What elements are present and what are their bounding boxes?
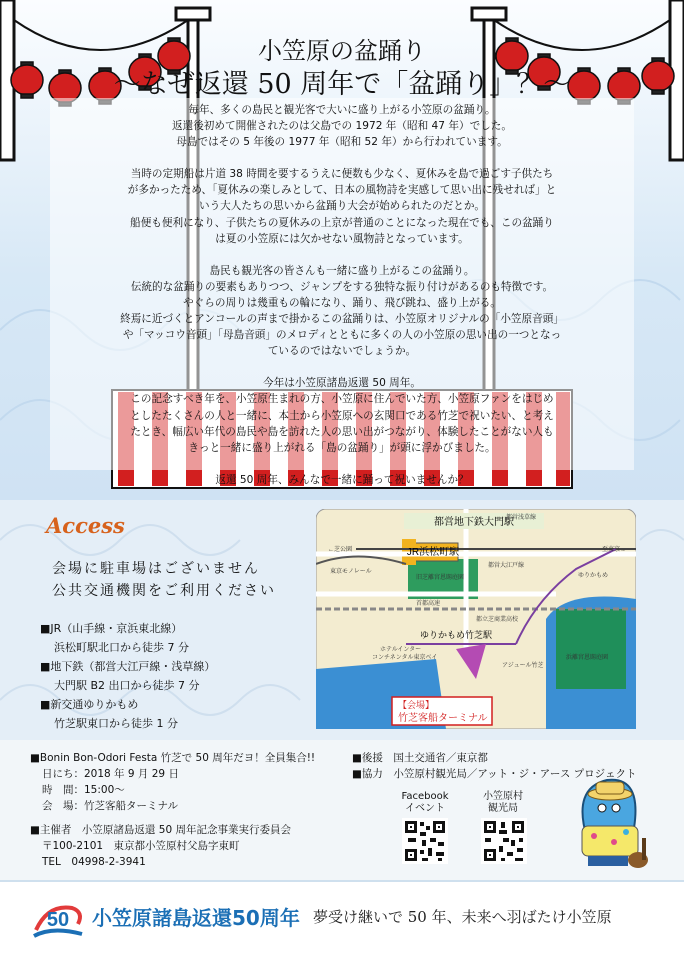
qr2-label-line: 小笠原村 — [483, 791, 523, 802]
body-line: 返還後初めて開催されたのは父島での 1972 年（昭和 47 年）でした。 — [172, 120, 512, 133]
body-line: やぐらの周りは幾重もの輪になり、踊り、飛び跳ね、盛り上がる。 — [183, 296, 501, 309]
title-line1: 小笠原の盆踊り — [258, 37, 426, 65]
route-list — [40, 619, 215, 733]
route-line: ■地下鉄（都営大江戸線・浅草線） — [40, 660, 216, 673]
logo-number: 50 — [46, 909, 70, 931]
support-line: ■後援 国土交通省／東京都 — [352, 752, 488, 764]
organizer-tel: TEL 04998-2-3941 — [42, 856, 146, 868]
body-line: 今年は小笠原諸島返還 50 周年。 — [263, 377, 421, 390]
body-line: 伝統的な盆踊りの要素もありつつ、ジャンプをする独特な振り付けがあるのも特徴です。 — [130, 280, 554, 293]
anniversary-logo-icon — [28, 890, 88, 950]
hamarikyu-garden — [556, 609, 626, 689]
map-small-label: 都立芝商業高校 — [476, 617, 519, 623]
notice-line: 会場に駐車場はございません — [52, 561, 260, 577]
organizer: ■主催者 小笠原諸島返還 50 周年記念事業実行委員会 — [30, 824, 291, 836]
parking-notice — [52, 558, 276, 602]
body-line: たとき、幅広い年代の島民や島を訪れた人の思い出がつながり、体験したことがない人も — [130, 425, 554, 438]
map-small-label: 旧芝離宮恩賜庭園 — [416, 575, 465, 581]
map-small-label: 浜離宮恩賜庭園 — [566, 655, 609, 661]
event-place: 会 場：竹芝客船ターミナル — [42, 800, 178, 812]
body-line: が多かったため、「夏休みの楽しみとして、日本の風物詩を実感して思い出に残せれば」と — [127, 184, 557, 197]
body-line: や「マッコウ音頭」「母島音頭」のメロディとともに多くの人の小笠原の思い出の一つとなっ — [122, 329, 562, 342]
event-info — [30, 750, 315, 870]
access-map — [316, 509, 636, 729]
event-date: 日にち：2018 年 9 月 29 日 — [42, 768, 179, 780]
route-detail: 浜松町駅北口から徒歩 7 分 — [54, 641, 189, 654]
access-title: Access — [46, 513, 125, 538]
qr2-label-line: 観光局 — [488, 803, 518, 814]
body-line: いう大人たちの思いから盆踊り大会が始められたのだとか。 — [198, 200, 486, 213]
footer-slogan: 夢受け継いで 50 年、未来へ羽ばたけ小笠原 — [313, 908, 612, 926]
route-detail: 竹芝駅東口から徒歩 1 分 — [54, 717, 178, 730]
map-small-label: ←芝公園 — [328, 547, 353, 553]
map-small-label: ゆりかもめ — [578, 573, 609, 579]
body-line: 母島ではその 5 年後の 1977 年（昭和 52 年）から行われています。 — [176, 136, 508, 149]
route-line: ■新交通ゆりかもめ — [40, 698, 139, 711]
venue-tag: 【会場】 — [398, 700, 435, 710]
map-small-label: コンチネンタル東京ベイ — [372, 655, 438, 661]
body-line: 返還 50 周年、みんなで一緒に踊って祝いませんか？ — [215, 473, 469, 486]
map-small-label: 至東京→ — [602, 547, 627, 553]
body-line: としたたくさんの人と一緒に、本土から小笠原への玄関口である竹芝で祝いたい、と考え — [130, 409, 554, 422]
qr1-label — [390, 791, 460, 815]
organizer-address: 〒100-2101 東京都小笠原村父島字東町 — [42, 840, 240, 852]
map-small-label: 都営浅草線 — [506, 515, 537, 521]
map-small-label: ホテルインター — [380, 647, 422, 653]
notice-line: 公共交通機関をご利用ください — [52, 583, 276, 599]
map-small-label: 東京モノレール — [330, 569, 372, 575]
event-time: 時 間：15:00～ — [42, 784, 125, 796]
body-text — [60, 102, 624, 488]
route-line: ■JR（山手線・京浜東北線） — [40, 622, 183, 635]
qr1-label-line: Facebook — [401, 791, 449, 802]
map-takeshiba-label: ゆりかもめ竹芝駅 — [419, 630, 493, 640]
map-small-label: アジュール竹芝 — [502, 663, 544, 669]
footer-anniversary-name: 小笠原諸島返還50周年 — [92, 906, 300, 930]
qr-code-tourism[interactable] — [481, 818, 527, 864]
map-jr-label: JR浜松町駅 — [406, 547, 460, 558]
body-line: 毎年、多くの島民と観光客で大いに盛り上がる小笠原の盆踊り。 — [188, 104, 496, 116]
qr1-label-line: イベント — [405, 803, 445, 814]
map-small-label: 首都高速 — [416, 601, 441, 607]
body-line: 船便も便利になり、子供たちの夏休みの上京が普通のことになった現在でも、この盆踊り — [130, 216, 554, 229]
qr2-label — [468, 791, 538, 815]
dolphin-mascot-icon — [552, 768, 662, 878]
body-line: きっと一緒に盛り上がれる「島の盆踊り」が頭に浮かびました。 — [188, 441, 496, 454]
venue-name: 竹芝客船ターミナル — [398, 713, 488, 724]
body-line: 当時の定期船は片道 38 時間を要するうえに便数も少なく、夏休みを島で過ごす子供たち — [130, 168, 554, 181]
cooperation-line: ■協力 小笠原村観光局／アット・ジ・アース プロジェクト — [352, 768, 637, 780]
route-detail: 大門駅 B2 出口から徒歩 7 分 — [54, 679, 200, 692]
map-daimon-label: 都営地下鉄大門駅 — [434, 517, 514, 528]
qr-code-facebook[interactable] — [402, 818, 448, 864]
event-name: ■Bonin Bon-Odori Festa 竹芝で 50 周年だヨ！全員集合!! — [30, 752, 316, 764]
body-line: は夏の小笠原には欠かせない風物詩となっています。 — [215, 232, 469, 245]
body-line: 島民も観光客の皆さんも一緒に盛り上がるこの盆踊り。 — [209, 264, 475, 277]
body-line: 終焉に近づくとアンコールの声まで掛かるこの盆踊りは、小笠原オリジナルの「小笠原音頭」 — [120, 313, 564, 326]
body-line: ているのではないでしょうか。 — [267, 345, 417, 358]
map-small-label: 都営大江戸線 — [488, 563, 525, 569]
title-line2: 〜なぜ返還 50 周年で「盆踊り」？〜 — [113, 69, 571, 100]
body-line: この記念すべき年を、小笠原生まれの方、小笠原に住んでいた方、小笠原ファンをはじめ — [130, 393, 554, 406]
